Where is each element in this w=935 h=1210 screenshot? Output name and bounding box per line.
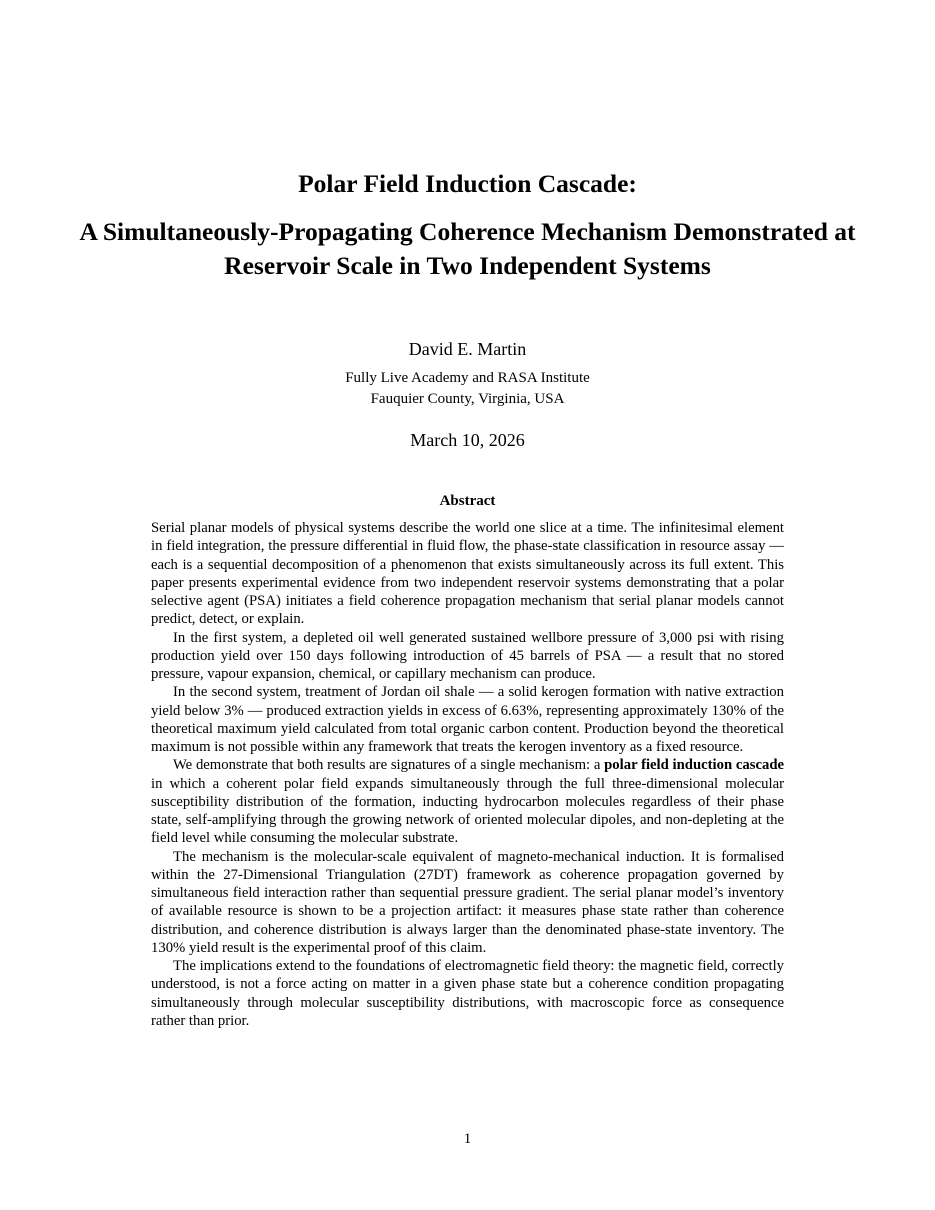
paper-subtitle: A Simultaneously-Propagating Coherence Mechanism Demonstrated at Reservoir Scale in Two Independent Systems xyxy=(79,217,856,280)
affiliation-line-1: Fully Live Academy and RASA Institute xyxy=(345,370,590,386)
abstract-heading: Abstract xyxy=(439,493,496,509)
abstract-paragraph: In the first system, a depleted oil well generated sustained wellbore pressure of 3,000 psi with rising production yield over 150 days following introduction of 45 barrels of PSA — a result that no stored pressure, vapour expansion, chemical, or capillary mechanism can produce. xyxy=(151,629,784,682)
abstract-text: in which a coherent polar field expands simultaneously through the full three-dimensional molecular susceptibility distribution of the formation, inducting hydrocarbon molecules regardless of their phase state, self-amplifying through the growing network of oriented molecular dipoles, and non-depleting at the field level while consuming the molecular substrate. xyxy=(151,775,784,847)
key-term: polar field induction cascade xyxy=(604,757,785,774)
abstract-paragraph xyxy=(151,756,784,847)
paper-title: Polar Field Induction Cascade: xyxy=(298,169,637,198)
publication-date: March 10, 2026 xyxy=(410,430,525,450)
abstract-text: We demonstrate that both results are signatures of a single mechanism: a xyxy=(173,757,605,774)
abstract-paragraph: The mechanism is the molecular-scale equivalent of magneto-mechanical induction. It is formalised within the 27-Dimensional Triangulation (27DT) framework as coherence propagation governed by simultaneous field interaction rather than sequential pressure gradient. The serial planar model’s inventory of available resource is shown to be a projection artifact: it measures phase state rather than coherence distribution, and coherence distribution is always larger than the denominated phase-state inventory. The 130% yield result is the experimental proof of this claim. xyxy=(151,848,784,956)
abstract-body xyxy=(151,519,784,1030)
affiliation-line-2: Fauquier County, Virginia, USA xyxy=(370,391,565,407)
abstract-paragraph: Serial planar models of physical systems describe the world one slice at a time. The infinitesimal element in field integration, the pressure differential in fluid flow, the phase-state classification in resource assay — each is a sequential decomposition of a phenomenon that exists simultaneously across its full extent. This paper presents experimental evidence from two independent reservoir systems demonstrating that a polar selective agent (PSA) initiates a field coherence propagation mechanism that serial planar models cannot predict, detect, or explain. xyxy=(151,520,784,628)
abstract-paragraph: In the second system, treatment of Jordan oil shale — a solid kerogen formation with native extraction yield below 3% — produced extraction yields in excess of 6.63%, representing approximately 130% of the theoretical maximum yield calculated from total organic carbon content. Production beyond the theoretical maximum is not possible within any framework that treats the kerogen inventory as a fixed resource. xyxy=(151,684,784,755)
author-name: David E. Martin xyxy=(408,339,527,359)
abstract-paragraph: The implications extend to the foundations of electromagnetic field theory: the magnetic field, correctly understood, is not a force acting on matter in a given phase state but a coherence condition propagating simultaneously through molecular susceptibility distributions, with macroscopic force as consequence rather than prior. xyxy=(151,958,784,1029)
page-number: 1 xyxy=(463,1131,472,1147)
